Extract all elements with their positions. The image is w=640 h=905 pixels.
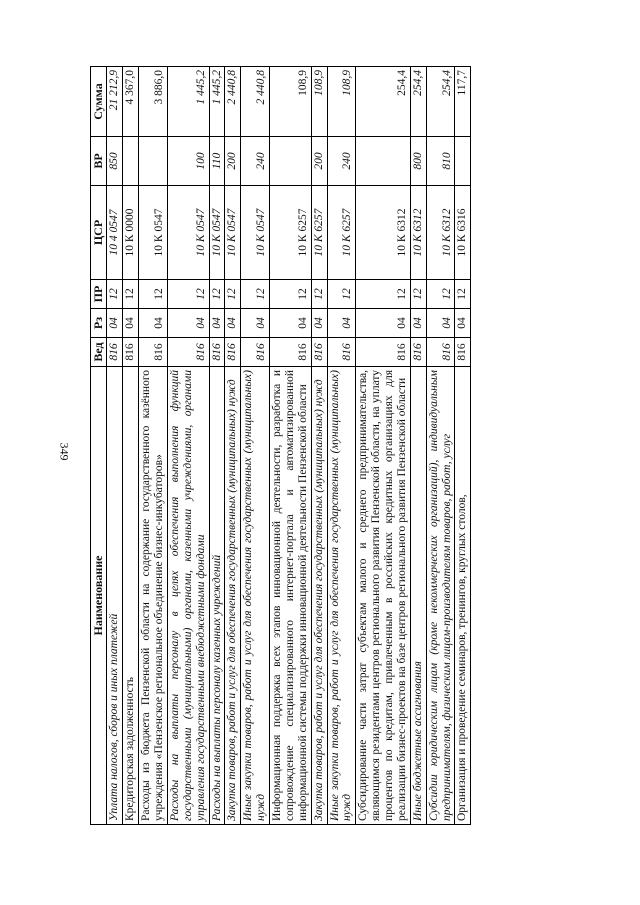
cell-ved: 816 — [209, 338, 225, 367]
table-row — [311, 67, 327, 825]
cell-vr: 800 — [410, 137, 426, 186]
table-row — [455, 67, 471, 825]
cell-name: Расходы на выплаты персоналу казенных учреждений — [209, 367, 225, 825]
cell-rz: 04 — [107, 309, 123, 338]
cell-rz: 04 — [410, 309, 426, 338]
cell-sum: 254,4 — [426, 67, 455, 137]
cell-vr: 850 — [107, 137, 123, 186]
cell-rz: 04 — [327, 309, 356, 338]
header-rz: Рз — [91, 309, 107, 338]
table-row — [139, 67, 168, 825]
cell-ved: 816 — [139, 338, 168, 367]
cell-sum: 1 445,2 — [167, 67, 209, 137]
cell-pr: 12 — [209, 280, 225, 309]
header-vr: ВР — [91, 137, 107, 186]
cell-csr: 10 К 6257 — [270, 186, 312, 280]
cell-pr: 12 — [270, 280, 312, 309]
cell-ved: 816 — [123, 338, 139, 367]
cell-pr: 12 — [225, 280, 241, 309]
cell-ved: 816 — [311, 338, 327, 367]
cell-csr: 10 К 6312 — [426, 186, 455, 280]
cell-rz: 04 — [209, 309, 225, 338]
cell-ved: 816 — [356, 338, 411, 367]
cell-csr: 10 К 0547 — [241, 186, 270, 280]
cell-pr: 12 — [327, 280, 356, 309]
cell-csr: 10 К 0547 — [225, 186, 241, 280]
cell-rz: 04 — [356, 309, 411, 338]
rotated-page — [90, 67, 600, 825]
cell-name: Субсидирование части затрат субъектам малого и среднего предпринимательства, являющимся резидентами центров регионального развития Пензенской области, на уплату процентов по кредитам, привлеченным в российских кредитных организациях для реализации бизнес-проектов на базе центров регионального развития Пензенской области — [356, 367, 411, 825]
header-ved: Вед — [91, 338, 107, 367]
cell-csr: 10 К 6312 — [410, 186, 426, 280]
cell-rz: 04 — [311, 309, 327, 338]
cell-csr: 10 К 6257 — [327, 186, 356, 280]
cell-pr: 12 — [426, 280, 455, 309]
cell-sum: 2 440,8 — [241, 67, 270, 137]
table-row — [225, 67, 241, 825]
cell-sum: 108,9 — [311, 67, 327, 137]
cell-vr: 100 — [167, 137, 209, 186]
cell-sum: 3 886,0 — [139, 67, 168, 137]
table-row — [327, 67, 356, 825]
cell-csr: 10 К 0000 — [123, 186, 139, 280]
table-row — [107, 67, 123, 825]
header-sum: Сумма — [91, 67, 107, 137]
table-row — [426, 67, 455, 825]
table-row — [167, 67, 209, 825]
cell-ved: 816 — [107, 338, 123, 367]
header-csr: ЦСР — [91, 186, 107, 280]
cell-rz: 04 — [270, 309, 312, 338]
cell-sum: 108,9 — [270, 67, 312, 137]
cell-pr: 12 — [455, 280, 471, 309]
cell-name: Иные закупки товаров, работ и услуг для обеспечения государственных (муниципальных) нужд — [241, 367, 270, 825]
cell-ved: 816 — [455, 338, 471, 367]
table-row — [356, 67, 411, 825]
cell-rz: 04 — [455, 309, 471, 338]
page-number: 349 — [57, 442, 72, 461]
cell-rz: 04 — [241, 309, 270, 338]
table-row — [123, 67, 139, 825]
cell-vr — [123, 137, 139, 186]
cell-vr — [139, 137, 168, 186]
cell-sum: 108,9 — [327, 67, 356, 137]
cell-name: Иные бюджетные ассигнования — [410, 367, 426, 825]
cell-pr: 12 — [167, 280, 209, 309]
table-row — [241, 67, 270, 825]
cell-vr: 240 — [241, 137, 270, 186]
cell-rz: 04 — [123, 309, 139, 338]
cell-pr: 12 — [241, 280, 270, 309]
cell-ved: 816 — [225, 338, 241, 367]
cell-vr: 240 — [327, 137, 356, 186]
cell-sum: 4 367,0 — [123, 67, 139, 137]
cell-csr: 10 К 6316 — [455, 186, 471, 280]
table-row — [270, 67, 312, 825]
cell-csr: 10 К 0547 — [139, 186, 168, 280]
cell-ved: 816 — [270, 338, 312, 367]
cell-name: Закупка товаров, работ и услуг для обеспечения государственных (муниципальных) нужд — [311, 367, 327, 825]
header-name: Наименование — [91, 367, 107, 825]
cell-rz: 04 — [225, 309, 241, 338]
cell-pr: 12 — [311, 280, 327, 309]
cell-csr: 10 К 0547 — [209, 186, 225, 280]
cell-pr: 12 — [410, 280, 426, 309]
cell-sum: 1 445,2 — [209, 67, 225, 137]
cell-sum: 254,4 — [410, 67, 426, 137]
cell-name: Иные закупки товаров, работ и услуг для обеспечения государственных (муниципальных) нужд — [327, 367, 356, 825]
header-pr: ПР — [91, 280, 107, 309]
cell-rz: 04 — [426, 309, 455, 338]
cell-name: Кредиторская задолженность — [123, 367, 139, 825]
cell-csr: 10 К 0547 — [167, 186, 209, 280]
cell-vr: 110 — [209, 137, 225, 186]
cell-rz: 04 — [167, 309, 209, 338]
cell-ved: 816 — [241, 338, 270, 367]
cell-ved: 816 — [167, 338, 209, 367]
table-row — [410, 67, 426, 825]
budget-table — [90, 66, 471, 825]
cell-ved: 816 — [327, 338, 356, 367]
cell-pr: 12 — [356, 280, 411, 309]
cell-ved: 816 — [426, 338, 455, 367]
cell-sum: 254,4 — [356, 67, 411, 137]
table-header-row — [91, 67, 107, 825]
table-row — [209, 67, 225, 825]
cell-name: Субсидии юридическим лицам (кроме некоммерческих организаций), индивидуальным предпринимателям, физическим лицам-производителям товаров, работ, услуг — [426, 367, 455, 825]
cell-vr: 200 — [311, 137, 327, 186]
cell-rz: 04 — [139, 309, 168, 338]
cell-vr — [455, 137, 471, 186]
cell-name: Организация и проведение семинаров, тренингов, круглых столов, — [455, 367, 471, 825]
cell-sum: 21 212,9 — [107, 67, 123, 137]
cell-pr: 12 — [107, 280, 123, 309]
cell-pr: 12 — [139, 280, 168, 309]
table-body — [107, 67, 471, 825]
cell-name: Закупка товаров, работ и услуг для обеспечения государственных (муниципальных) нужд — [225, 367, 241, 825]
cell-vr: 810 — [426, 137, 455, 186]
cell-sum: 117,7 — [455, 67, 471, 137]
cell-vr: 200 — [225, 137, 241, 186]
cell-sum: 2 440,8 — [225, 67, 241, 137]
cell-name: Расходы на выплаты персоналу в целях обеспечения выполнения функций государственными (муниципальными) органами, казенными учреждениями, органами управления государственными внебюджетными фондами — [167, 367, 209, 825]
cell-ved: 816 — [410, 338, 426, 367]
cell-vr — [356, 137, 411, 186]
rotated-content — [90, 67, 600, 825]
cell-csr: 10 К 6257 — [311, 186, 327, 280]
cell-vr — [270, 137, 312, 186]
cell-csr: 10 4 0547 — [107, 186, 123, 280]
cell-name: Расходы из бюджета Пензенской области на содержание государственного казённого учреждения «Пензенское региональное объединение бизнес-инкубаторов» — [139, 367, 168, 825]
cell-csr: 10 К 6312 — [356, 186, 411, 280]
cell-name: Уплата налогов, сборов и иных платежей — [107, 367, 123, 825]
cell-name: Информационная поддержка всех этапов инновационной деятельности, разработка и сопровождение специализированного интернет-портала и автоматизированной информационной системы поддержки инновационной деятельности Пензенской области — [270, 367, 312, 825]
cell-pr: 12 — [123, 280, 139, 309]
